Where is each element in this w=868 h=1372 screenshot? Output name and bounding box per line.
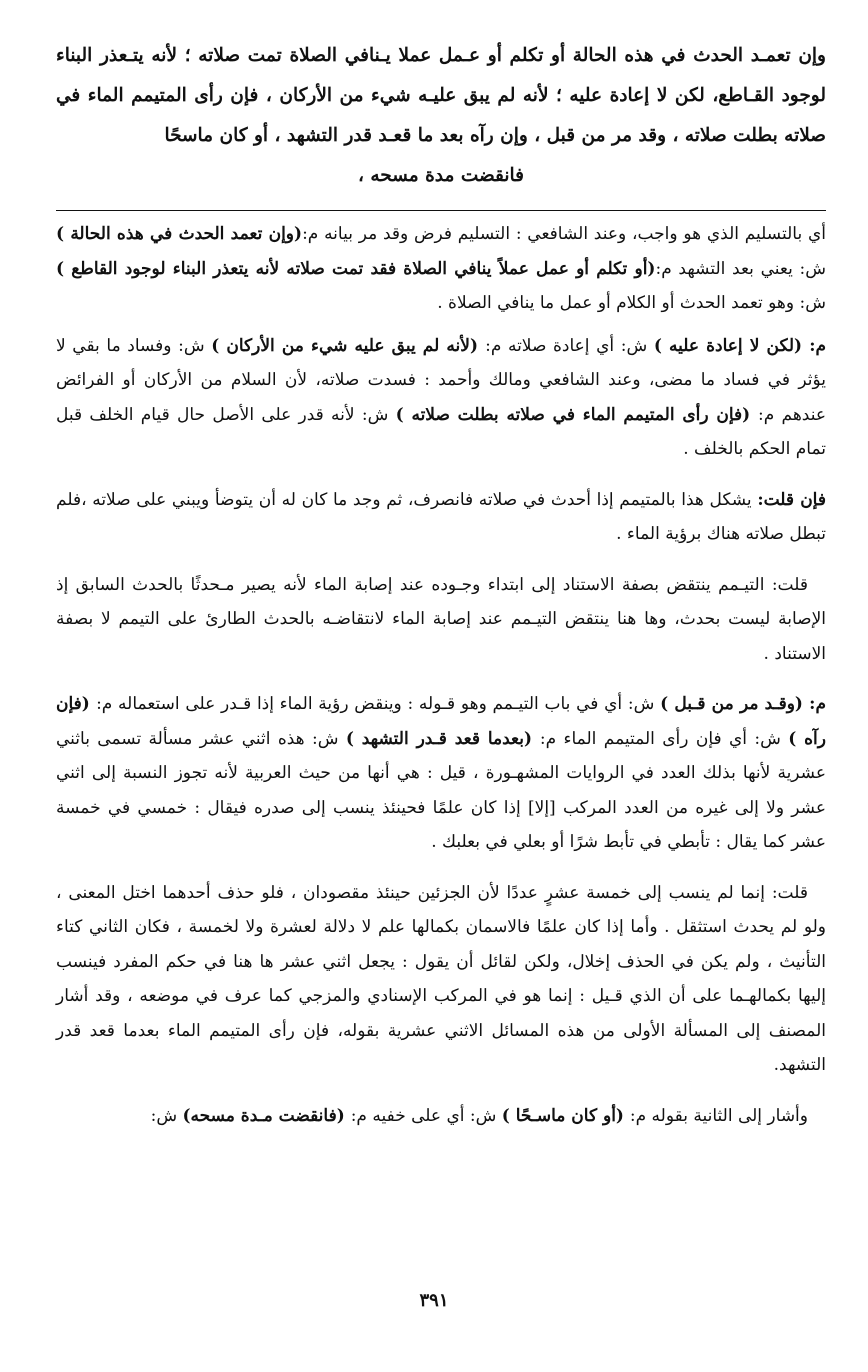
text-span: التيـمم ينتقض بصفة الاستناد إلى ابتداء وجـوده عند إصابة الماء لأنه يصير مـحدثًا بالحدث السابق إذ الإصابة ليست بحدث، وها هنا ينتقض التيـمم عند إصابة الماء لانتقاضـه بالحدث الطارئ على التيمم لا بصفة الاستناد . (56, 574, 826, 664)
text-span: ش: وهو تعمد الحدث أو الكلام أو عمل ما ينافي الصلاة . (437, 293, 826, 313)
commentary-paragraph (56, 876, 826, 1083)
text-span: ش: لأنه قدر على الأصل حال قيام الخلف قبل تمام الحكم بالخلف . (56, 404, 826, 459)
text-span: ش: أي إعادة صلاته م: (485, 335, 654, 356)
question-marker: فإن قلت: (757, 489, 826, 510)
text-span: وأشار إلى الثانية بقوله م: (629, 1105, 808, 1126)
quoted-matn: م: (لكن لا إعادة عليه ) (653, 335, 826, 356)
text-span: ش: أي في باب التيـمم وهو قـوله : وينقض رؤية الماء إذا قـدر على استعماله م: (96, 694, 661, 714)
quoted-matn: (وإن تعمد الحدث في هذه الحالة ) (56, 224, 303, 244)
commentary-paragraph (56, 483, 826, 552)
text-span: ش: أي على خفيه م: (350, 1105, 502, 1126)
page-number: ٣٩١ (419, 1290, 449, 1311)
matn-last-line: فانقضت مدة مسحه ، (357, 165, 525, 186)
quoted-matn: (أو كان ماسـحًا ) (501, 1105, 630, 1126)
text-span: إنما لم ينسب إلى خمسة عشرٍ عددًا لأن الجزئين حينئذ مقصودان ، فلو حذف أحدهما اختل المعنى ، ولو لم يحدث استثقل . وأما إذا كان علمًا فالاسمان بكمالها علم لا دلالة لعشرة ولا لخمسة ، فكان الثاني كتاء التأنيث ، ولم يكن في الحذف إخلال، ولكن لقائل أن يقول : يجعل اثني عشر ها هنا في حكم المفرد فينسب إليها بكمالهـما على أن الذي قـيل : إنما هو في المركب الإسنادي والمزجي كما عرف في موضعه ، وقد أشار المصنف إلى المسألة الأولى من هذه المسائل الاثني عشرية بقوله، فإن رأى المتيمم الماء بعدما قعد قدر التشهد. (56, 882, 826, 1075)
quoted-matn: (بعدما قعد قـدر التشهد ) (345, 728, 540, 749)
quoted-matn: (فإن رآه ) (56, 694, 826, 749)
text-span: ش: يعني بعد التشهد م: (655, 258, 826, 279)
separator-rule (56, 210, 826, 211)
answer-marker: قلت: (771, 882, 808, 903)
commentary-paragraph (56, 217, 826, 321)
quoted-matn: (فانقضت مـدة مسحه) (182, 1105, 351, 1126)
matn-body: وإن تعمـد الحدث في هذه الحالة أو تكلم أو عـمل عملا يـنافي الصلاة تمت صلاته ؛ لأنه يتـعذر البناء لوجود القـاطع، لكن لا إعادة عليه ؛ لأنه لم يبق عليـه شيء من الأركان ، فإن رأى المتيمم الماء في صلاته بطلت صلاته ، وقد مر من قبل ، وإن رآه بعد ما قعـد قدر التشهد ، أو كان ماسحًا (56, 45, 826, 146)
text-span: ش: (150, 1105, 183, 1126)
commentary (56, 217, 826, 1133)
text-span: ش: أي فإن رأى المتيمم الماء م: (539, 728, 789, 749)
commentary-paragraph (56, 329, 826, 467)
text-span: أي بالتسليم الذي هو واجب، وعند الشافعي : التسليم فرض وقد مر بيانه م: (302, 224, 826, 244)
text-span: ش: وفساد ما بقي لا يؤثر في فساد ما مضى، وعند الشافعي ومالك وأحمد : فسدت صلاته، لأن السلام من الأركان أو الفرائض عندهم م: (56, 335, 826, 425)
quoted-matn: (فإن رأى المتيمم الماء في صلاته بطلت صلاته ) (395, 404, 758, 425)
commentary-paragraph (56, 687, 826, 860)
quoted-matn: (لأنه لم يبق عليه شيء من الأركان ) (211, 335, 486, 356)
answer-marker: قلت: (771, 574, 808, 595)
page (56, 36, 826, 1356)
matn-text (56, 36, 826, 196)
commentary-paragraph (56, 1099, 826, 1134)
quoted-matn: م: (وقـد مر من قـبل ) (660, 694, 826, 714)
commentary-paragraph (56, 568, 826, 672)
text-span: يشكل هذا بالمتيمم إذا أحدث في صلاته فانصرف، ثم وجد ما كان له أن يتوضأ ويبني على صلاته ،فلم تبطل صلاته هناك برؤية الماء . (56, 489, 826, 544)
quoted-matn: (أو تكلم أو عمل عملاً ينافي الصلاة فقد تمت صلاته لأنه يتعذر البناء لوجود القاطع ) (56, 258, 656, 279)
text-span: ش: هذه اثني عشر مسألة تسمى باثني عشرية لأنها بذلك العدد في الروايات المشهـورة ، قيل : هي أنها من حيث العربية لأنه تجوز النسبة إلى اثني عشر ولا إلى غيره من العدد المركب [إلا] إذا كان علمًا فحينئذ ينسب إلى صدره فيقال : خمسي في خمسة عشر كما يقال : تأبطي في تأبط شرًا أو بعلي في بعلبك . (56, 728, 826, 852)
